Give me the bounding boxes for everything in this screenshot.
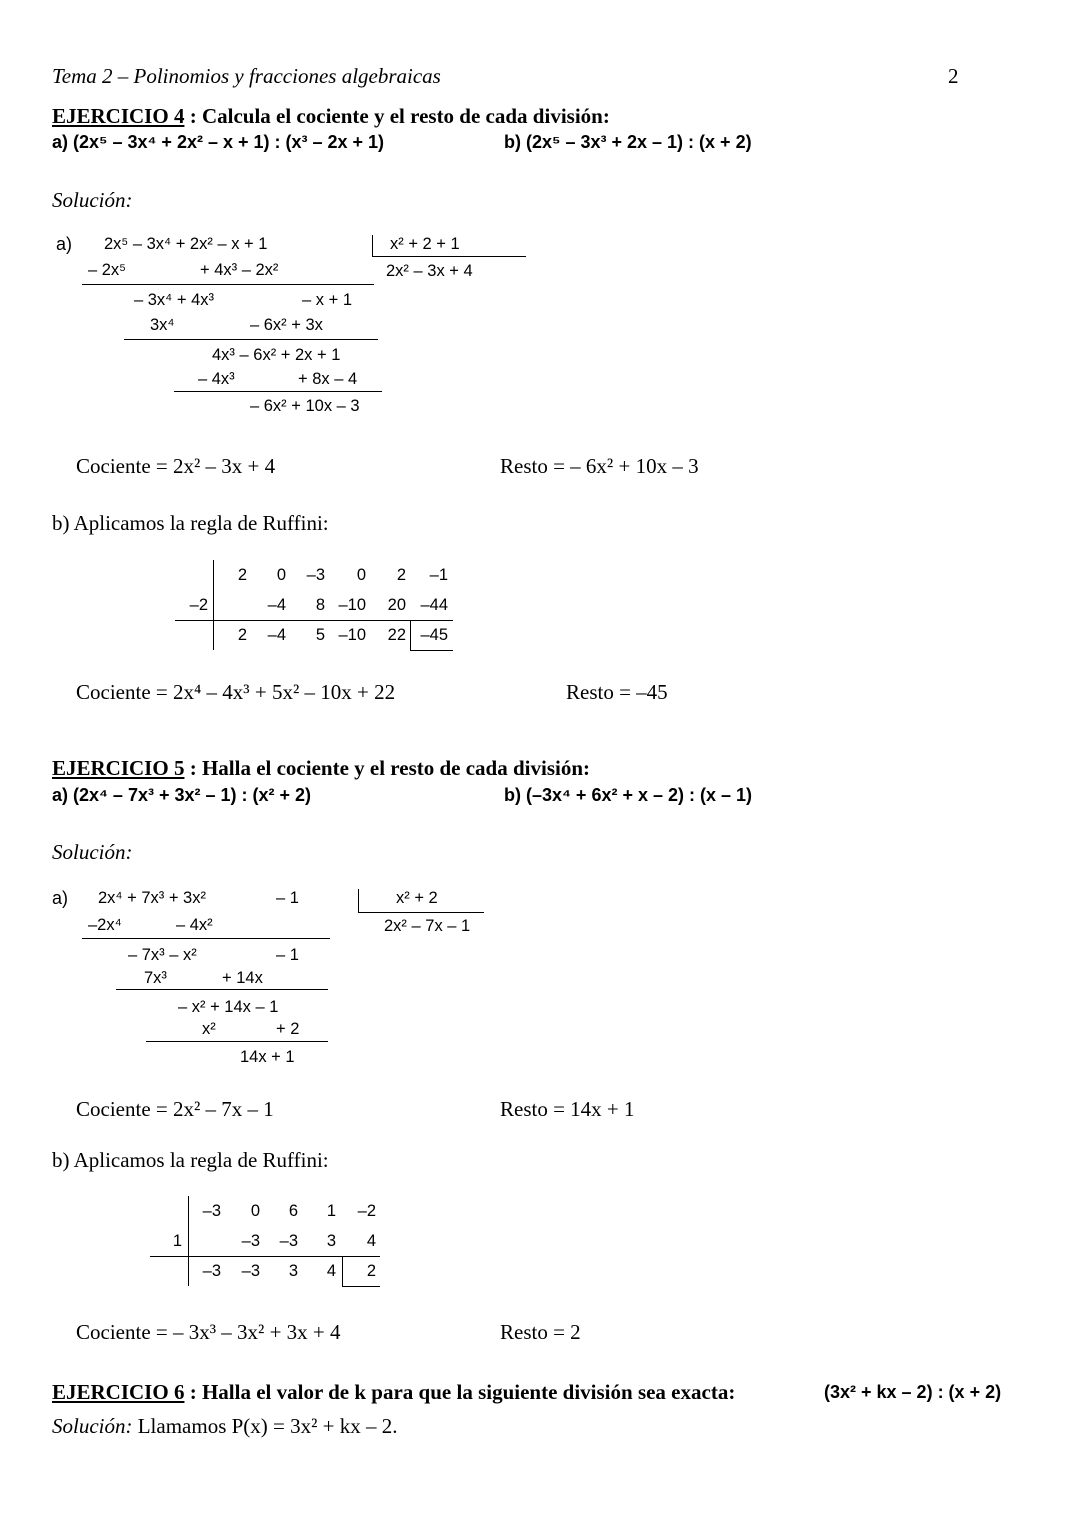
ex5-b-cociente: Cociente = – 3x³ – 3x² + 3x + 4 (76, 1320, 341, 1344)
ex4-division-rule-2 (124, 339, 378, 340)
ex4-ruffini-r3-c3: 5 (315, 626, 325, 644)
ex5-division-label: a) (52, 888, 69, 908)
ex4-b-label: b) (504, 132, 526, 152)
ex5-ruffini-divisor: 1 (172, 1232, 182, 1250)
ex4-divisor-bracket-h (372, 256, 526, 257)
ex5-ruffini-r2-c3: –3 (279, 1232, 298, 1250)
ex5-b-label: b) (504, 785, 526, 805)
ex4-ruffini-remainder-h (410, 650, 453, 651)
ex5-dividend-tail: – 1 (276, 889, 299, 907)
ex5-step3-sub-terms: + 2 (276, 1020, 300, 1038)
ex4-quotient: 2x² – 3x + 4 (386, 262, 473, 280)
ex5-dividend: 2x⁴ + 7x³ + 3x² (98, 889, 206, 907)
ex5-b-intro: b) Aplicamos la regla de Ruffini: (52, 1148, 329, 1172)
ex6-solution-text: Llamamos P(x) = 3x² + kx – 2. (132, 1414, 398, 1438)
ex5-ruffini-r3-c4: 4 (326, 1262, 336, 1280)
ex5-remainder: 14x + 1 (240, 1048, 295, 1066)
ex5-b-resto: Resto = 2 (500, 1320, 581, 1344)
ex4-heading-label: EJERCICIO 4 (52, 104, 185, 128)
ex5-ruffini-remainder-h (342, 1286, 380, 1287)
ex4-divisor-bracket-v (372, 235, 373, 257)
ex4-step2-sub-terms: – 6x² + 3x (250, 316, 323, 334)
ex5-heading-label: EJERCICIO 5 (52, 756, 185, 780)
ex4-ruffini-r1-c3: –3 (306, 566, 325, 584)
ex4-step1-sub-terms: + 4x³ – 2x² (200, 261, 279, 279)
ex4-ruffini-r2-c4: –10 (338, 596, 366, 614)
ex4-resto: Resto = – 6x² + 10x – 3 (500, 454, 699, 478)
ex6-expression: (3x² + kx – 2) : (x + 2) (824, 1382, 1002, 1402)
ex5-a-statement (52, 785, 311, 806)
ex6-heading-text: : Halla el valor de k para que la siguiente división sea exacta: (184, 1380, 736, 1404)
ex4-ruffini-r3-c2: –4 (267, 626, 286, 644)
ex4-ruffini-divisor: –2 (189, 596, 208, 614)
ex4-ruffini-r1-c2: 0 (276, 566, 286, 584)
ex4-ruffini-r2-c5: 20 (387, 596, 406, 614)
ex5-a-label: a) (52, 785, 74, 805)
ex4-ruffini-hline (175, 620, 453, 621)
ex4-ruffini-r3-c5: 22 (387, 626, 406, 644)
ex5-divisor: x² + 2 (396, 889, 438, 907)
ex5-ruffini-r2-c4: 3 (326, 1232, 336, 1250)
ex4-cociente: Cociente = 2x² – 3x + 4 (76, 454, 276, 478)
ex5-divisor-bracket-h (358, 912, 484, 913)
ex5-ruffini-r1-c2: 0 (250, 1202, 260, 1220)
page-header-title: Tema 2 – Polinomios y fracciones algebraicas (52, 64, 441, 88)
ex5-b-expression: (–3x⁴ + 6x² + x – 2) : (x – 1) (526, 785, 753, 805)
ex4-heading-text: : Calcula el cociente y el resto de cada división: (184, 104, 610, 128)
ex5-ruffini-r2-c2: –3 (241, 1232, 260, 1250)
ex4-remainder: – 6x² + 10x – 3 (250, 397, 360, 415)
ex4-step3-rem: 4x³ – 6x² + 2x + 1 (212, 346, 341, 364)
ex5-a-expression: (2x⁴ – 7x³ + 3x² – 1) : (x² + 2) (73, 785, 312, 805)
ex4-b-cociente: Cociente = 2x⁴ – 4x³ + 5x² – 10x + 22 (76, 680, 396, 704)
ex5-b-statement (504, 785, 752, 806)
ex5-division-rule-2 (116, 989, 328, 990)
ex5-ruffini-r1-c1: –3 (202, 1202, 221, 1220)
ex4-ruffini-r1-c6: –1 (429, 566, 448, 584)
ex4-step3-sub: – 4x³ (198, 370, 235, 388)
ex5-ruffini-hline (150, 1256, 380, 1257)
ex5-step2-sub-terms: + 14x (222, 969, 263, 987)
ex5-step3-rem: – x² + 14x – 1 (178, 998, 279, 1016)
ex4-step2-rem: – 3x⁴ + 4x³ (134, 291, 215, 309)
ex4-step1-sub: – 2x⁵ (88, 261, 127, 279)
ex5-step1-sub: –2x⁴ (88, 916, 122, 934)
ex5-heading (52, 756, 590, 781)
ex4-step3-sub-terms: + 8x – 4 (298, 370, 358, 388)
ex4-ruffini-r3-c6: –45 (420, 626, 448, 644)
ex4-step2-rem-tail: – x + 1 (302, 291, 352, 309)
ex4-heading (52, 104, 610, 129)
ex5-ruffini-r1-c5: –2 (357, 1202, 376, 1220)
ex4-ruffini-r1-c4: 0 (356, 566, 366, 584)
ex6-solution (52, 1414, 398, 1439)
ex5-divisor-bracket-v (358, 889, 359, 913)
ex4-b-resto: Resto = –45 (566, 680, 668, 704)
ex5-division-rule-3 (146, 1041, 328, 1042)
ex5-ruffini-r1-c4: 1 (326, 1202, 336, 1220)
ex4-ruffini-r3-c4: –10 (338, 626, 366, 644)
ex5-solution-label: Solución: (52, 840, 133, 864)
ex6-heading-label: EJERCICIO 6 (52, 1380, 185, 1404)
ex5-quotient: 2x² – 7x – 1 (384, 917, 471, 935)
ex5-step1-sub-terms: – 4x² (176, 916, 213, 934)
page-number: 2 (948, 64, 959, 88)
ex4-step2-sub: 3x⁴ (150, 316, 175, 334)
ex6-solution-label: Solución: (52, 1414, 133, 1438)
ex4-b-expression: (2x⁵ – 3x³ + 2x – 1) : (x + 2) (526, 132, 752, 152)
ex4-division-label: a) (56, 234, 73, 254)
ex5-step2-sub: 7x³ (144, 969, 167, 987)
ex5-ruffini-r1-c3: 6 (288, 1202, 298, 1220)
ex4-ruffini-r1-c5: 2 (396, 566, 406, 584)
ex4-b-statement (504, 132, 752, 153)
ex4-a-expression: (2x⁵ – 3x⁴ + 2x² – x + 1) : (x³ – 2x + 1) (73, 132, 385, 152)
ex4-b-intro: b) Aplicamos la regla de Ruffini: (52, 511, 329, 535)
ex4-ruffini-r2-c2: –4 (267, 596, 286, 614)
ex5-step2-rem-tail: – 1 (276, 946, 299, 964)
ex4-divisor: x² + 2 + 1 (390, 235, 460, 253)
ex4-division-rule-3 (174, 391, 382, 392)
ex5-heading-text: : Halla el cociente y el resto de cada división: (184, 756, 591, 780)
ex4-solution-label: Solución: (52, 188, 133, 212)
ex6-heading (52, 1380, 735, 1405)
ex5-step2-rem: – 7x³ – x² (128, 946, 197, 964)
ex5-division-rule-1 (82, 938, 330, 939)
ex5-ruffini-r2-c5: 4 (366, 1232, 376, 1250)
ex4-ruffini-r2-c6: –44 (420, 596, 448, 614)
ex5-ruffini-r3-c5: 2 (366, 1262, 376, 1280)
ex4-ruffini-r1-c1: 2 (237, 566, 247, 584)
ex4-ruffini-r3-c1: 2 (237, 626, 247, 644)
ex5-ruffini-r3-c2: –3 (241, 1262, 260, 1280)
ex5-cociente: Cociente = 2x² – 7x – 1 (76, 1097, 274, 1121)
ex5-resto: Resto = 14x + 1 (500, 1097, 635, 1121)
ex4-a-label: a) (52, 132, 74, 152)
ex5-step3-sub: x² (202, 1020, 216, 1038)
ex4-dividend: 2x⁵ – 3x⁴ + 2x² – x + 1 (104, 235, 268, 253)
ex4-a-statement (52, 132, 384, 153)
ex4-ruffini-r2-c3: 8 (315, 596, 325, 614)
ex5-ruffini-r3-c3: 3 (288, 1262, 298, 1280)
ex5-ruffini-r3-c1: –3 (202, 1262, 221, 1280)
ex4-division-rule-1 (82, 284, 374, 285)
